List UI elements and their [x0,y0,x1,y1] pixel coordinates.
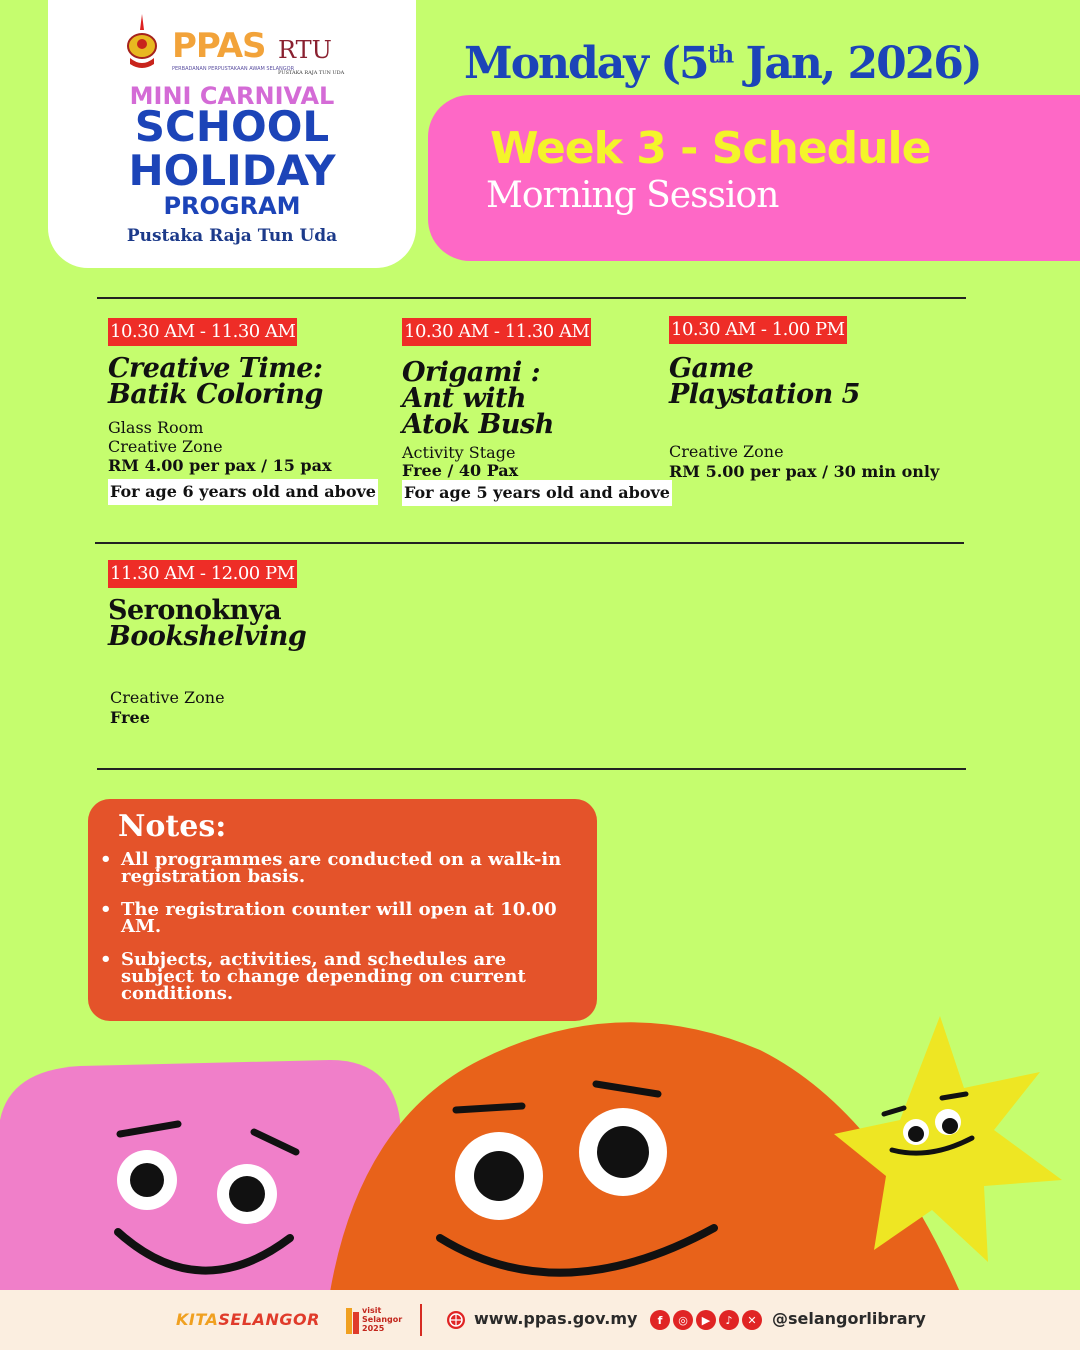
notes-list [100,851,585,1018]
holiday-label: HOLIDAY [128,146,336,195]
event-price: Free / 40 Pax [402,461,519,480]
footer-divider [420,1304,422,1336]
event-location: Glass Room [108,418,204,437]
program-label: PROGRAM [163,192,301,220]
event-time: 11.30 AM - 12.00 PM [108,560,297,588]
event-location: Creative Zone [110,688,225,707]
social-handle[interactable]: @selangorlibrary [772,1309,926,1328]
globe-icon [446,1310,466,1330]
visit-selangor-text: visit Selangor 2025 [362,1306,403,1333]
logo-row [122,12,352,76]
ppas-tagline: PERBADANAN PERPUSTAKAAN AWAM SELANGOR [172,66,295,72]
note-item: • The registration counter will open at 10.00 AM. [100,901,585,935]
event-title: Game Playstation 5 [669,353,860,410]
event-location: Creative Zone [669,442,784,461]
notes-box [88,799,597,1021]
event-time: 10.30 AM - 11.30 AM [108,318,297,346]
ppas-logo: PPAS [172,26,266,66]
session-title: Morning Session [486,175,779,216]
rtu-tagline: PUSTAKA RAJA TUN UDA [278,70,345,76]
divider-top [97,297,966,299]
event-title: Seronoknya Bookshelving [108,595,307,652]
event-location: Activity Stage [402,443,516,462]
event-price: Free [110,708,150,727]
event-time: 10.30 AM - 1.00 PM [669,316,847,344]
social-icons [650,1310,762,1330]
event-price: RM 5.00 per pax / 30 min only [669,462,940,481]
event-price: RM 4.00 per pax / 15 pax [108,456,332,475]
event-title: Creative Time: Batik Coloring [108,353,323,410]
event-title: Origami : Ant with Atok Bush [402,357,554,440]
event-card [402,318,672,506]
date-title: Monday (5th Jan, 2026) [464,38,981,89]
website-link[interactable]: www.ppas.gov.my [474,1309,638,1328]
week-title: Week 3 - Schedule [490,123,931,174]
notes-title: Notes: [118,809,227,844]
school-label: SCHOOL [134,102,330,151]
library-name: Pustaka Raja Tun Uda [126,226,338,246]
rtu-logo: RTU [278,36,332,64]
x-icon[interactable]: ✕ [742,1310,762,1330]
event-card [108,318,378,505]
mini-carnival-label: MINI CARNIVAL [129,82,335,110]
event-time: 10.30 AM - 11.30 AM [402,318,591,346]
event-location: Creative Zone [108,437,223,456]
selangor-crest-icon [122,12,162,72]
facebook-icon[interactable]: f [650,1310,670,1330]
instagram-icon[interactable]: ◎ [673,1310,693,1330]
schedule-banner [428,95,1080,261]
youtube-icon[interactable]: ▶ [696,1310,716,1330]
event-age: For age 6 years old and above [108,479,378,505]
divider-middle [95,542,964,544]
tiktok-icon[interactable]: ♪ [719,1310,739,1330]
note-item: • All programmes are conducted on a walk-in registration basis. [100,851,585,885]
divider-bottom [97,768,966,770]
event-card [108,560,408,728]
footer [0,1290,1080,1350]
kita-selangor-logo: KITASELANGOR [176,1310,320,1329]
event-age: For age 5 years old and above [402,480,672,506]
cartoon-characters-illustration [0,1010,1080,1292]
event-card [669,316,969,482]
logo-card [48,0,416,268]
note-item: • Subjects, activities, and schedules are subject to change depending on current conditions. [100,951,585,1002]
